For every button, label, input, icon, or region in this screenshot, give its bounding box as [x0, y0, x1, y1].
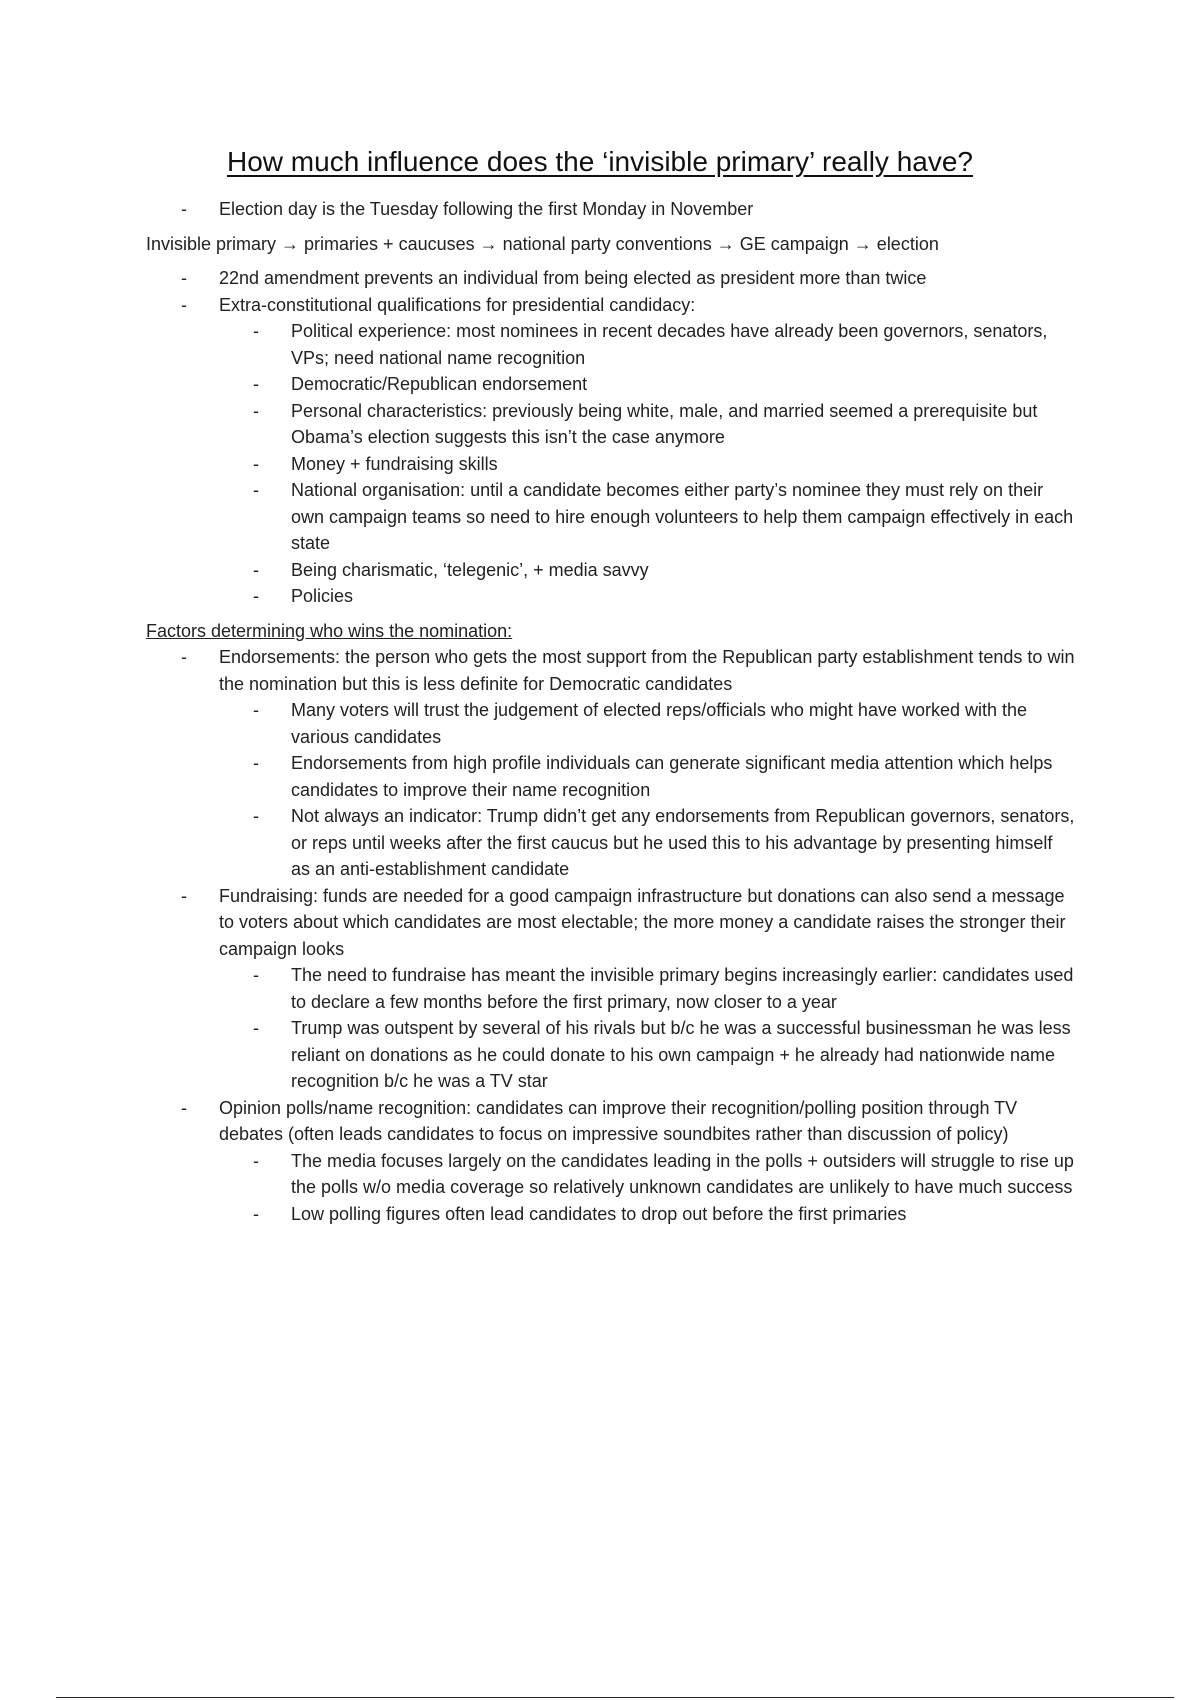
bullet-dash: - — [253, 753, 259, 773]
sub-bullet-text: Policies — [291, 586, 354, 606]
sub-bullet — [146, 371, 1076, 398]
sub-bullet-text: The need to fundraise has meant the invisible primary begins increasingly earlier: candidates used to declare a few months before the first primary, now closer to a year — [291, 965, 1074, 1012]
sub-bullet-text: Being charismatic, ‘telegenic’, + media savvy — [291, 559, 649, 580]
bullet-amendment — [146, 265, 1076, 292]
bullet-dash: - — [253, 806, 259, 826]
bullet-dash: - — [253, 1018, 259, 1038]
sub-bullet — [146, 1015, 1076, 1095]
bullet-dash: - — [253, 321, 259, 341]
process-flow: Invisible primary → primaries + caucuses → national party conventions → GE campaign → election — [146, 233, 939, 254]
sub-bullet-text: The media focuses largely on the candidates leading in the polls + outsiders will struggle to rise up the polls w/o media coverage so relatively unknown candidates are unlikely to have much success — [291, 1150, 1074, 1197]
sub-bullet — [146, 1201, 1076, 1228]
sub-bullet — [146, 750, 1076, 803]
bullet-dash: - — [253, 586, 259, 606]
sub-bullet — [146, 583, 1076, 610]
bullet-dash: - — [181, 199, 187, 219]
bullet-endorsements — [146, 644, 1076, 697]
bullet-fundraising — [146, 883, 1076, 963]
sub-bullet — [146, 318, 1076, 371]
bullet-dash: - — [253, 559, 259, 580]
sub-bullet-text: National organisation: until a candidate becomes either party’s nominee they must rely on their own campaign teams so need to hire enough volunteers to help them campaign effectively in each state — [291, 480, 1074, 553]
bullet-dash: - — [181, 268, 187, 288]
bullet-text: Endorsements: the person who gets the most support from the Republican party establishment tends to win the nomination but this is less definite for Democratic candidates — [219, 647, 1075, 694]
sub-bullet-text: Money + fundraising skills — [291, 453, 498, 474]
bullet-text: Fundraising: funds are needed for a good campaign infrastructure but donations can also send a message to voters about which candidates are most electable; the more money a candidate raises the stronger their campaign looks — [219, 885, 1066, 959]
bullet-dash: - — [181, 1097, 187, 1118]
sub-bullet-text: Trump was outspent by several of his rivals but b/c he was a successful businessman he was less reliant on donations as he could donate to his own campaign + he already had nationwide name recognition b/c he was a TV star — [291, 1018, 1071, 1091]
sub-bullet-text: Low polling figures often lead candidates to drop out before the first primaries — [291, 1203, 907, 1224]
bullet-dash: - — [253, 965, 259, 985]
bullet-text: Opinion polls/name recognition: candidates can improve their recognition/polling position through TV debates (often leads candidates to focus on impressive soundbites rather than discussion of policy) — [219, 1097, 1018, 1144]
bullet-dash: - — [253, 480, 259, 500]
bullet-dash: - — [253, 374, 259, 394]
sub-bullet — [146, 803, 1076, 883]
bullet-text: 22nd amendment prevents an individual from being elected as president more than twice — [219, 268, 927, 288]
page-title: How much influence does the ‘invisible primary’ really have? — [227, 146, 973, 177]
bullet-dash: - — [181, 294, 187, 315]
sub-bullet-text: Many voters will trust the judgement of elected reps/officials who might have worked with the various candidates — [291, 700, 1028, 747]
bullet-dash: - — [253, 1150, 259, 1171]
sub-bullet-text: Democratic/Republican endorsement — [291, 374, 588, 394]
sub-bullet — [146, 451, 1076, 478]
bullet-dash: - — [253, 400, 259, 421]
sub-bullet — [146, 962, 1076, 1015]
bullet-opinion-polls — [146, 1095, 1076, 1148]
sub-bullet — [146, 477, 1076, 557]
sub-bullet-text: Political experience: most nominees in recent decades have already been governors, senators, VPs; need national name recognition — [291, 321, 1048, 368]
sub-bullet-text: Personal characteristics: previously being white, male, and married seemed a prerequisite but Obama’s election suggests this isn’t the case anymore — [291, 400, 1038, 447]
section-heading-factors: Factors determining who wins the nomination: — [146, 620, 513, 641]
bullet-text: Election day is the Tuesday following the first Monday in November — [219, 199, 754, 219]
bullet-dash: - — [253, 1203, 259, 1224]
bullet-qualifications — [146, 292, 1076, 319]
bullet-dash: - — [253, 700, 259, 720]
sub-bullet — [146, 697, 1076, 750]
sub-bullet-text: Endorsements from high profile individuals can generate significant media attention which helps candidates to improve their name recognition — [291, 753, 1053, 800]
sub-bullet — [146, 557, 1076, 584]
bullet-text: Extra-constitutional qualifications for presidential candidacy: — [219, 294, 696, 315]
notes-body — [146, 196, 1076, 1227]
bullet-dash: - — [181, 647, 187, 667]
sub-bullet-text: Not always an indicator: Trump didn’t get any endorsements from Republican governors, senators, or reps until weeks after the first caucus but he used this to his advantage by presenting himself as an anti-establishment candidate — [291, 806, 1075, 879]
footer-divider — [56, 1697, 1174, 1698]
bullet-election-day — [146, 196, 1076, 223]
bullet-dash: - — [253, 453, 259, 474]
sub-bullet — [146, 398, 1076, 451]
bullet-dash: - — [181, 885, 187, 906]
sub-bullet — [146, 1148, 1076, 1201]
